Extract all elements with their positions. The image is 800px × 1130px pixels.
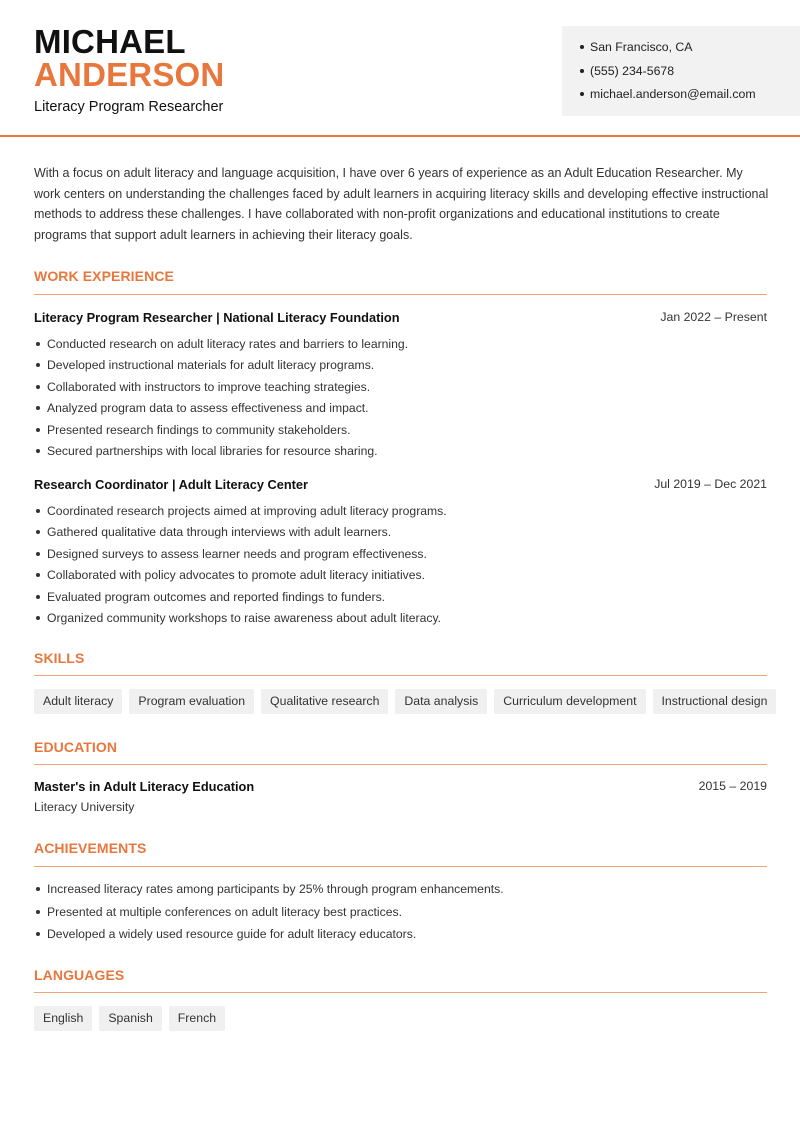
contact-location: San Francisco, CA [580,39,756,63]
job-title: Literacy Program Researcher [34,99,224,115]
section-divider [34,764,767,765]
education-degree: Master's in Adult Literacy Education [34,779,255,794]
education-heading: EDUCATION [34,739,118,755]
resume-header [0,0,800,137]
job-header [34,310,767,325]
contact-phone: (555) 234-5678 [580,63,756,87]
section-divider [34,294,767,295]
skill-tag: Instructional design [653,689,777,714]
skills-heading: SKILLS [34,650,85,666]
list-item: Presented research findings to community stakeholders. [34,422,767,443]
job-role: Literacy Program Researcher | National Literacy Foundation [34,310,400,325]
languages-heading: LANGUAGES [34,967,125,983]
job-dates: Jan 2022 – Present [660,310,767,324]
job-bullet-list [34,336,767,464]
skill-tag: Program evaluation [129,689,254,714]
skill-tag: Adult literacy [34,689,122,714]
list-item: Organized community workshops to raise awareness about adult literacy. [34,610,767,631]
work-experience-heading: WORK EXPERIENCE [34,268,174,284]
skill-tag: Data analysis [395,689,487,714]
list-item: Gathered qualitative data through interviews with adult learners. [34,524,767,545]
list-item: Collaborated with instructors to improve teaching strategies. [34,379,767,400]
list-item: Evaluated program outcomes and reported findings to funders. [34,589,767,610]
first-name: MICHAEL [34,23,186,60]
language-tag: English [34,1006,92,1031]
list-item: Analyzed program data to assess effectiveness and impact. [34,400,767,421]
language-tag: Spanish [99,1006,161,1031]
list-item: Developed a widely used resource guide for adult literacy educators. [34,926,767,949]
job-role: Research Coordinator | Adult Literacy Center [34,477,309,492]
education-dates: 2015 – 2019 [698,779,767,793]
list-item: Coordinated research projects aimed at improving adult literacy programs. [34,503,767,524]
achievements-heading: ACHIEVEMENTS [34,840,147,856]
list-item: Secured partnerships with local libraries for resource sharing. [34,443,767,464]
languages-tag-list [34,1006,225,1031]
last-name: ANDERSON [34,56,225,93]
list-item: Conducted research on adult literacy rates and barriers to learning. [34,336,767,357]
contact-box [562,26,800,116]
list-item: Presented at multiple conferences on adult literacy best practices. [34,904,767,927]
section-divider [34,992,767,993]
skills-tag-list [34,689,776,714]
list-item: Developed instructional materials for adult literacy programs. [34,357,767,378]
professional-summary: With a focus on adult literacy and language acquisition, I have over 6 years of experience as an Adult Education Researcher. My work centers on understanding the challenges faced by adult learners in acquiring literacy skills and developing effective instructional methods to address these challenges. I have collaborated with non-profit organizations and educational institutions to create programs that support adult learners in achieving their literacy goals. [34,166,769,243]
list-item: Collaborated with policy advocates to promote adult literacy initiatives. [34,567,767,588]
contact-email[interactable]: michael.anderson@email.com [580,86,756,110]
contact-list [580,39,756,110]
language-tag: French [169,1006,225,1031]
job-bullet-list [34,503,767,631]
job-dates: Jul 2019 – Dec 2021 [654,477,767,491]
job-header [34,477,767,492]
achievements-list [34,881,767,949]
list-item: Designed surveys to assess learner needs and program effectiveness. [34,546,767,567]
section-divider [34,866,767,867]
skill-tag: Qualitative research [261,689,388,714]
list-item: Increased literacy rates among participants by 25% through program enhancements. [34,881,767,904]
education-school: Literacy University [34,800,135,814]
section-divider [34,675,767,676]
skill-tag: Curriculum development [494,689,645,714]
